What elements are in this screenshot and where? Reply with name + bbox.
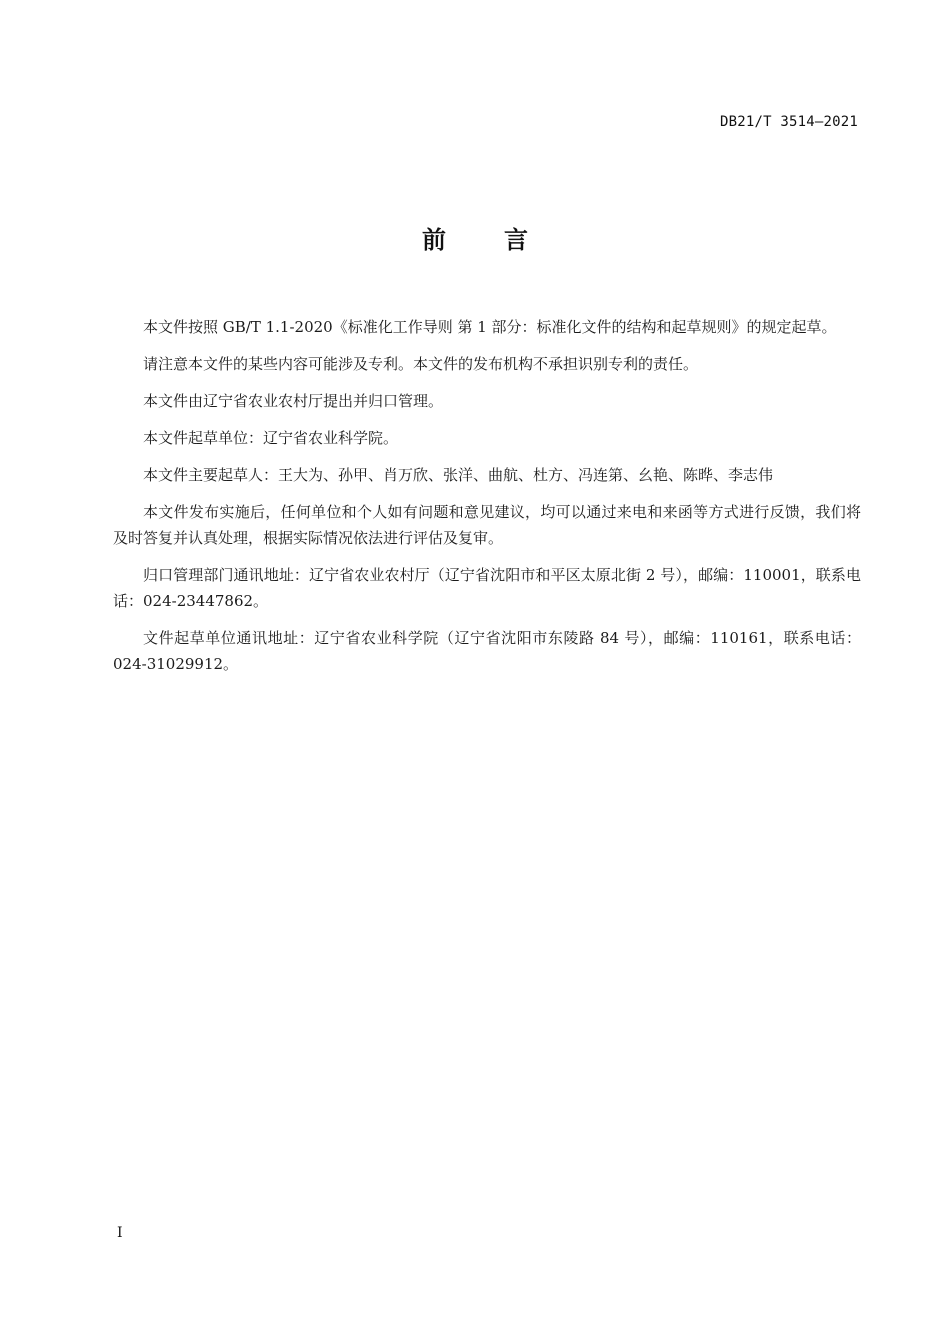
paragraph-drafting-rules: 本文件按照 GB/T 1.1-2020《标准化工作导则 第 1 部分：标准化文件的结构和起草规则》的规定起草。 (143, 318, 837, 336)
paragraph-drafters: 本文件主要起草人：王大为、孙甲、肖万欣、张洋、曲航、杜方、冯连第、幺艳、陈晔、李志伟 (143, 466, 774, 484)
paragraph-patent-notice: 请注意本文件的某些内容可能涉及专利。本文件的发布机构不承担识别专利的责任。 (143, 355, 699, 373)
page-title: 前言 (422, 226, 586, 254)
foreword-body (113, 314, 861, 688)
paragraph-drafting-unit: 本文件起草单位：辽宁省农业科学院。 (143, 429, 399, 447)
page-number: I (117, 1225, 123, 1241)
paragraph-proposer: 本文件由辽宁省农业农村厅提出并归口管理。 (143, 392, 444, 410)
paragraph-management-address: 归口管理部门通讯地址：辽宁省农业农村厅（辽宁省沈阳市和平区太原北街 2 号），邮编：110001，联系电话：024-23447862。 (113, 566, 861, 610)
paragraph-feedback: 本文件发布实施后，任何单位和个人如有问题和意见建议，均可以通过来电和来函等方式进行反馈，我们将及时答复并认真处理，根据实际情况依法进行评估及复审。 (113, 503, 861, 547)
paragraph-drafting-unit-address: 文件起草单位通讯地址：辽宁省农业科学院（辽宁省沈阳市东陵路 84 号），邮编：110161，联系电话：024-31029912。 (113, 629, 861, 673)
document-code: DB21/T 3514—2021 (719, 114, 858, 130)
